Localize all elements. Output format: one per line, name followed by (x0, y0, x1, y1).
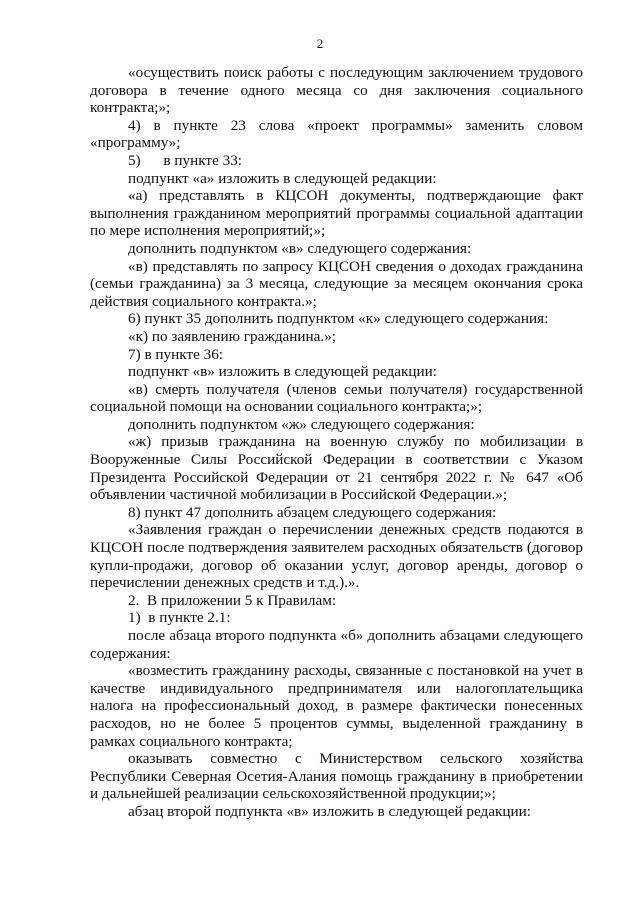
paragraph: «к) по заявлению гражданина.»; (128, 327, 337, 345)
paragraph: «возместить гражданину расходы, связанные с постановкой на учет в качестве индивидуального предпринимателя или налогоплательщика налога на профессиональный доход, в размере фактически понесенных расходов, но не более 5 процентов суммы, выделенной гражданину в рамках социального контракта; (90, 662, 583, 750)
paragraph: дополнить подпунктом «в» следующего содержания: (128, 239, 472, 257)
paragraph: «осуществить поиск работы с последующим заключением трудового договора в течение одного месяца со дня заключения социального контракта;»; (90, 64, 583, 117)
paragraph: 7) в пункте 36: (128, 345, 224, 363)
paragraph: абзац второй подпункта «в» изложить в следующей редакции: (128, 802, 531, 820)
paragraph: «Заявления граждан о перечислении денежных средств подаются в КЦСОН после подтверждения заявителем расходных обязательств (договор купли-продажи, договор об оказании услуг, договор аренды, договор о перечислении денежных средств и т.д.).». (90, 521, 583, 592)
paragraph: 8) пункт 47 дополнить абзацем следующего содержания: (128, 503, 497, 521)
paragraph: оказывать совместно с Министерством сельского хозяйства Республики Северная Осетия-Алания помощь гражданину в приобретении и дальнейшей реализации сельскохозяйственной продукции;»; (90, 750, 583, 803)
paragraph: «а) представлять в КЦСОН документы, подтверждающие факт выполнения гражданином мероприятий программы социальной адаптации по мере исполнения мероприятий;»; (90, 187, 583, 240)
paragraph: 2. В приложении 5 к Правилам: (128, 591, 337, 609)
paragraph: 4) в пункте 23 слова «проект программы» заменить словом «программу»; (90, 116, 583, 152)
paragraph: подпункт «а» изложить в следующей редакции: (128, 169, 437, 187)
paragraph: 6) пункт 35 дополнить подпунктом «к» следующего содержания: (128, 310, 549, 328)
paragraph: «ж) призыв гражданина на военную службу по мобилизации в Вооруженные Силы Российской Федерации в соответствии с Указом Президента Российской Федерации от 21 сентября 2022 г. № 647 «Об объявлении частичной мобилизации в Российской Федерации.»; (90, 433, 583, 504)
document-body (90, 64, 583, 821)
paragraph: «в) представлять по запросу КЦСОН сведения о доходах гражданина (семьи гражданина) за 3 месяца, следующие за месяцем окончания срока действия социального контракта.»; (90, 257, 583, 310)
paragraph: дополнить подпунктом «ж» следующего содержания: (128, 415, 475, 433)
paragraph: подпункт «в» изложить в следующей редакции: (128, 363, 437, 381)
paragraph: 1) в пункте 2.1: (128, 609, 231, 627)
paragraph: «в) смерть получателя (членов семьи получателя) государственной социальной помощи на основании социального контракта;»; (90, 380, 583, 416)
page-number: 2 (316, 36, 324, 51)
paragraph: 5) в пункте 33: (128, 151, 243, 169)
paragraph: после абзаца второго подпункта «б» дополнить абзацами следующего содержания: (90, 627, 583, 662)
